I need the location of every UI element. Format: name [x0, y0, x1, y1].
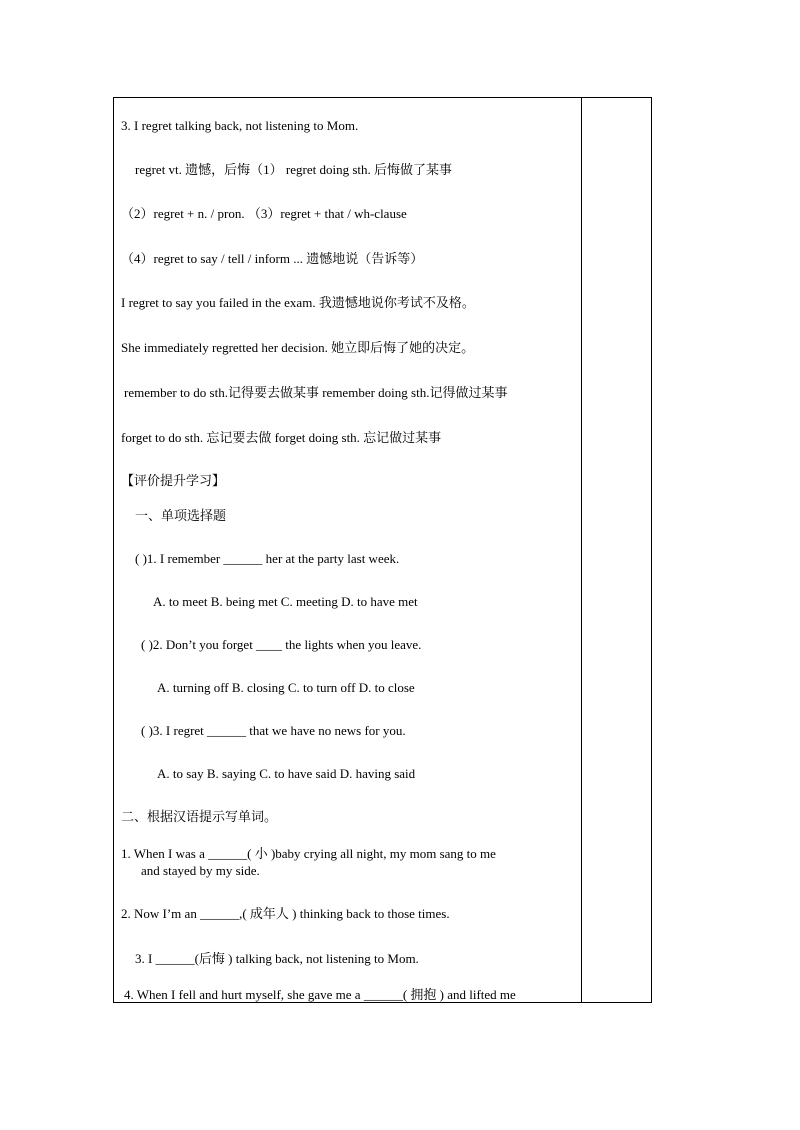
question-3-options: A. to say B. saying C. to have said D. having said [157, 766, 416, 781]
text-line-2: regret vt. 遗憾，后悔（1） regret doing sth. 后悔做了某事 [135, 162, 453, 177]
text-line-8: forget to do sth. 忘记要去做 forget doing sth. 忘记做过某事 [121, 430, 442, 445]
part-one-heading: 一、单项选择题 [135, 508, 227, 523]
question-1-options: A. to meet B. being met C. meeting D. to have met [153, 594, 418, 609]
fill-in-1-continued: and stayed by my side. [141, 863, 260, 878]
fill-in-1: 1. When I was a ______( 小 )baby crying all night, my mom sang to me [121, 846, 496, 861]
text-line-5: I regret to say you failed in the exam. 我遗憾地说你考试不及格。 [121, 295, 475, 310]
text-line-6: She immediately regretted her decision. 她立即后悔了她的决定。 [121, 340, 475, 355]
fill-in-4: 4. When I fell and hurt myself, she gave me a ______( 拥抱 ) and lifted me [124, 987, 516, 1002]
part-two-heading: 二、根据汉语提示写单词。 [121, 809, 278, 824]
text-line-3: （2）regret + n. / pron. （3）regret + that / wh-clause [121, 206, 407, 221]
text-line-4: （4）regret to say / tell / inform ... 遗憾地说（告诉等） [121, 251, 424, 266]
question-2-options: A. turning off B. closing C. to turn off D. to close [157, 680, 415, 695]
text-line-7: remember to do sth.记得要去做某事 remember doing sth.记得做过某事 [124, 385, 508, 400]
question-2: ( )2. Don’t you forget ____ the lights when you leave. [141, 637, 422, 652]
question-3: ( )3. I regret ______ that we have no news for you. [141, 723, 406, 738]
section-heading: 【评价提升学习】 [121, 473, 226, 488]
fill-in-2: 2. Now I’m an ______,( 成年人 ) thinking back to those times. [121, 906, 450, 921]
column-divider [581, 98, 582, 1002]
text-line-1: 3. I regret talking back, not listening to Mom. [121, 118, 359, 133]
fill-in-3: 3. I ______(后悔 ) talking back, not listening to Mom. [135, 951, 419, 966]
question-1: ( )1. I remember ______ her at the party last week. [135, 551, 400, 566]
